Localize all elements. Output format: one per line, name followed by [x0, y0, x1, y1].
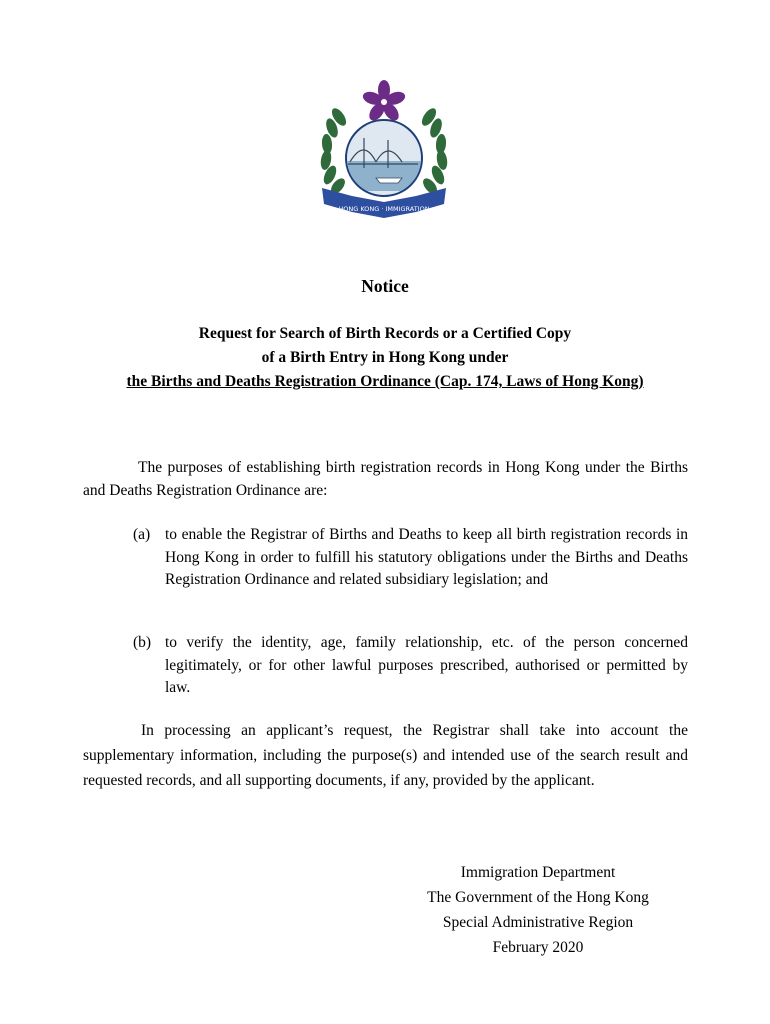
ship-icon: [376, 178, 402, 183]
signature-block: [398, 860, 678, 960]
signature-region: Special Administrative Region: [442, 914, 634, 931]
purpose-item-a: [83, 524, 688, 592]
svg-text:HONG KONG · IMMIGRATION: HONG KONG · IMMIGRATION: [338, 205, 430, 213]
signature-date: February 2020: [492, 939, 584, 956]
request-title-line-2: of a Birth Entry in Hong Kong under: [261, 349, 509, 366]
notice-heading: Notice: [361, 276, 409, 296]
purpose-text: to enable the Registrar of Births and Deaths to keep all birth registration records in Hong Kong in order to fulfill his statutory obligations under the Births and Deaths Registration Ordinance and related subsidiary legislation; and: [165, 526, 688, 588]
request-title: [60, 322, 710, 394]
intro-paragraph: The purposes of establishing birth registration records in Hong Kong under the Births and Deaths Registration Ordinance are:: [83, 459, 688, 499]
signature-government: The Government of the Hong Kong: [427, 889, 649, 906]
wreath-left-icon: [319, 106, 348, 196]
processing-paragraph: In processing an applicant’s request, the Registrar shall take into account the supplementary information, including the purpose(s) and intended use of the search result and requested records, and all supporting documents, if any, provided by the applicant.: [83, 722, 688, 789]
purpose-text: to verify the identity, age, family relationship, etc. of the person concerned legitimately, or for other lawful purposes prescribed, authorised or permitted by law.: [165, 634, 688, 696]
purpose-item-b: [83, 632, 688, 700]
purpose-marker: (b): [133, 634, 152, 651]
wreath-right-icon: [419, 106, 448, 196]
bauhinia-icon: [361, 80, 407, 123]
purpose-marker: (a): [133, 526, 151, 543]
signature-department: Immigration Department: [460, 864, 616, 881]
immigration-department-logo: [318, 78, 450, 223]
request-title-line-1: Request for Search of Birth Records or a Certified Copy: [198, 325, 572, 342]
request-title-line-3: the Births and Deaths Registration Ordinance (Cap. 174, Laws of Hong Kong): [126, 373, 644, 390]
